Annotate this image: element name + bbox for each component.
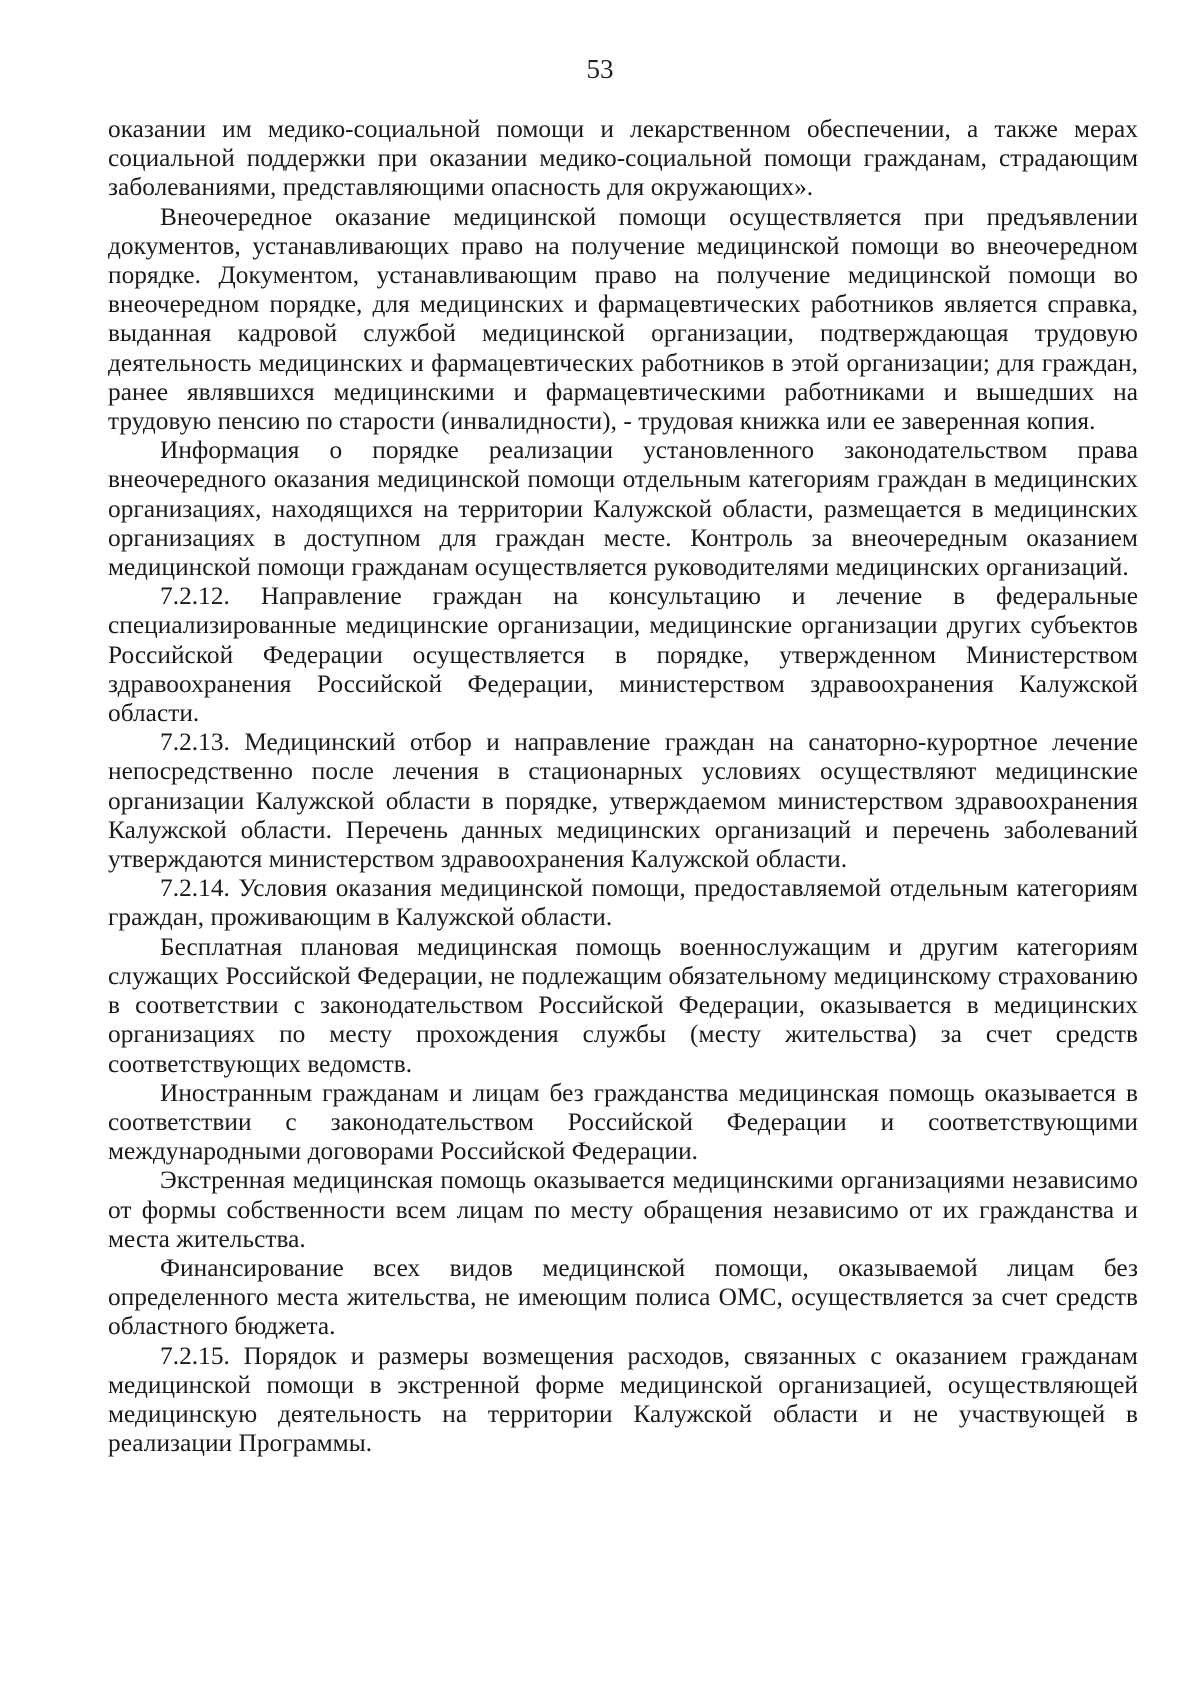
paragraph: оказании им медико-социальной помощи и лекарственном обеспечении, а также мерах социальной поддержки при оказании медико-социальной помощи гражданам, страдающим заболеваниями, представляющими опасность для окружающих». xyxy=(108,115,1138,202)
paragraph: Иностранным гражданам и лицам без гражданства медицинская помощь оказывается в соответствии с законодательством Российской Федерации и соответствующими международными договорами Российской Федерации. xyxy=(108,1078,1138,1166)
paragraph: Бесплатная плановая медицинская помощь военнослужащим и другим категориям служащих Российской Федерации, не подлежащим обязательному медицинскому страхованию в соответствии с законодательством Российской Федерации, оказывается в медицинских организациях по месту прохождения службы (месту жительства) за счет средств соответствующих ведомств. xyxy=(108,932,1138,1078)
paragraph: Финансирование всех видов медицинской помощи, оказываемой лицам без определенного места жительства, не имеющим полиса ОМС, осуществляется за счет средств областного бюджета. xyxy=(108,1253,1138,1341)
paragraph: Информация о порядке реализации установленного законодательством права внеочередного оказания медицинской помощи отдельным категориям граждан в медицинских организациях, находящихся на территории Калужской области, размещается в медицинских организациях в доступном для граждан месте. Контроль за внеочередным оказанием медицинской помощи гражданам осуществляется руководителями медицинских организаций. xyxy=(108,436,1138,582)
page-number: 53 xyxy=(586,54,614,84)
paragraph: Экстренная медицинская помощь оказывается медицинскими организациями независимо от формы собственности всем лицам по месту обращения независимо от их гражданства и места жительства. xyxy=(108,1166,1138,1253)
paragraph: Внеочередное оказание медицинской помощи осуществляется при предъявлении документов, устанавливающих право на получение медицинской помощи во внеочередном порядке. Документом, устанавливающим право на получение медицинской помощи во внеочередном порядке, для медицинских и фармацевтических работников является справка, выданная кадровой службой медицинской организации, подтверждающая трудовую деятельность медицинских и фармацевтических работников в этой организации; для граждан, ранее являвшихся медицинскими и фармацевтическими работниками и вышедших на трудовую пенсию по старости (инвалидности), - трудовая книжка или ее заверенная копия. xyxy=(108,202,1138,436)
section-7-2-15: 7.2.15. Порядок и размеры возмещения расходов, связанных с оказанием гражданам медицинской помощи в экстренной форме медицинской организацией, осуществляющей медицинскую деятельность на территории Калужской области и не участвующей в реализации Программы. xyxy=(108,1341,1138,1458)
section-7-2-12: 7.2.12. Направление граждан на консультацию и лечение в федеральные специализированные медицинские организации, медицинские организации других субъектов Российской Федерации осуществляется в порядке, утвержденном Министерством здравоохранения Российской Федерации, министерством здравоохранения Калужской области. xyxy=(108,582,1138,728)
section-7-2-13: 7.2.13. Медицинский отбор и направление граждан на санаторно-курортное лечение непосредственно после лечения в стационарных условиях осуществляют медицинские организации Калужской области в порядке, утверждаемом министерством здравоохранения Калужской области. Перечень данных медицинских организаций и перечень заболеваний утверждаются министерством здравоохранения Калужской области. xyxy=(108,728,1138,874)
document-body xyxy=(108,115,1138,1458)
section-7-2-14: 7.2.14. Условия оказания медицинской помощи, предоставляемой отдельным категориям граждан, проживающим в Калужской области. xyxy=(108,874,1138,932)
